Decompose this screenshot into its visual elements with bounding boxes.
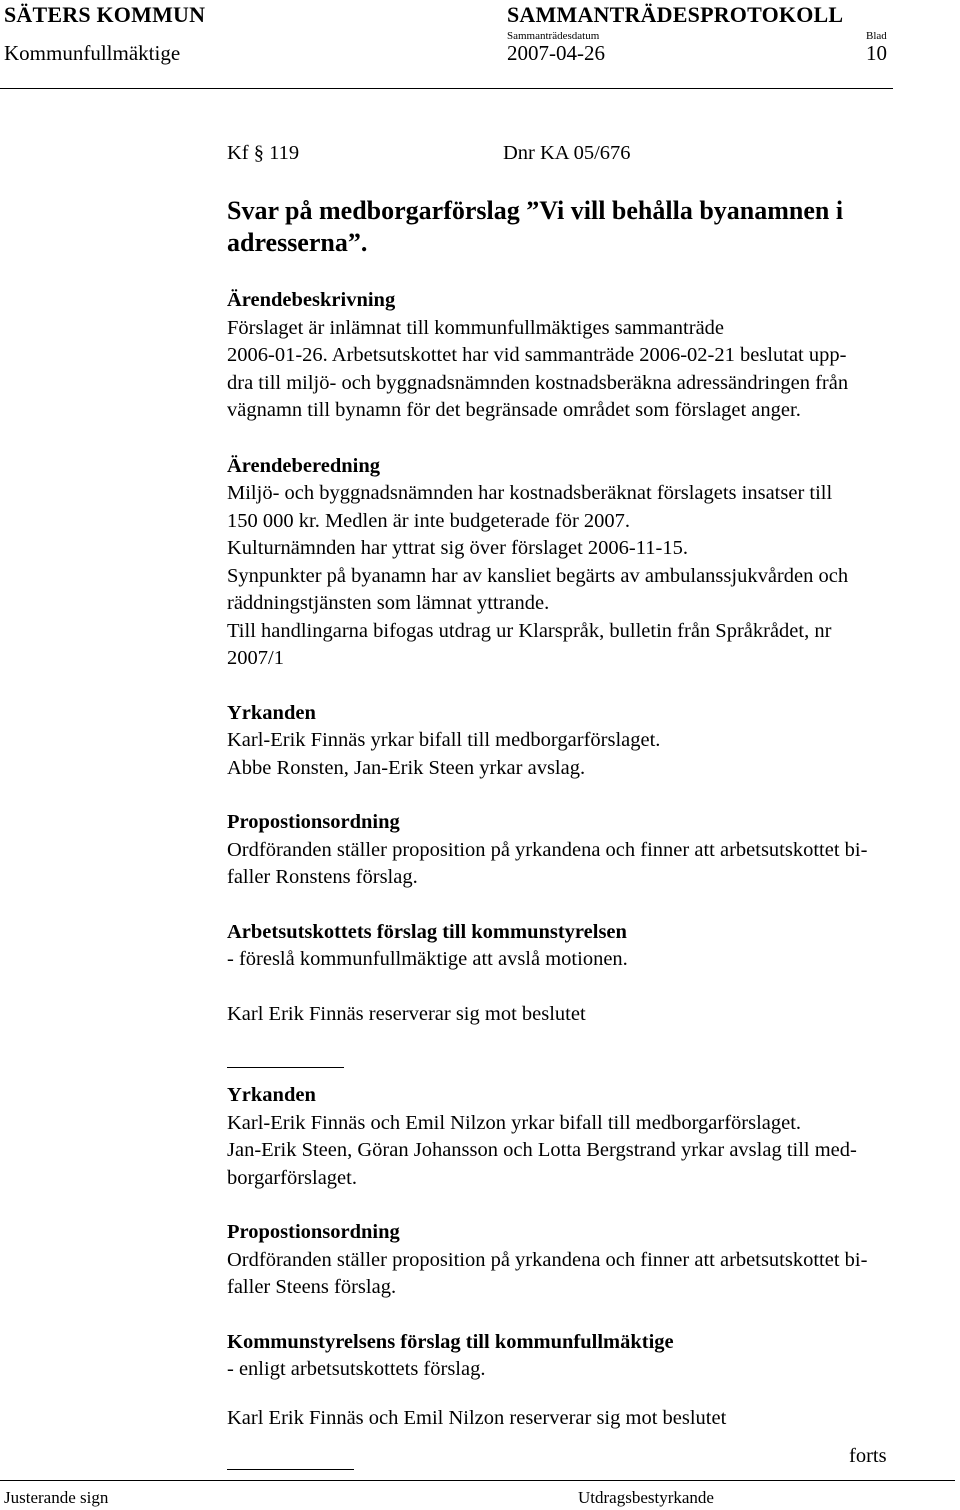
section-heading: Ärendeberedning bbox=[227, 454, 381, 477]
reservation-2: Karl Erik Finnäs och Emil Nilzon reserverar sig mot beslutet bbox=[227, 1406, 727, 1429]
section-arendeberedning: Ärendeberedning Miljö- och byggnadsnämnden har kostnadsberäknat förslagets insatser till 150 000 kr. Medlen är inte budgeterade för 2007. Kulturnämnden har yttrat sig över förslaget 2006-11-15. Synpunkter på byanamn har av kansliet begärts av ambulanssjukvården och räddningstjänsten som lämnat yttrande. Till handlingarna bifogas utdrag ur Klarspråk, bulletin från Språkrådet, nr 2007/1 bbox=[227, 453, 947, 673]
footer-justerande: Justerande sign bbox=[4, 1488, 109, 1507]
continued-marker: forts bbox=[849, 1445, 887, 1467]
header-rule bbox=[0, 88, 893, 89]
page-number: 10 bbox=[866, 41, 887, 65]
section-yrkanden-2: Yrkanden Karl-Erik Finnäs och Emil Nilzon yrkar bifall till medborgarförslaget. Jan-Erik Steen, Göran Johansson och Lotta Bergstrand yrkar avslag till med- borgarförslaget. bbox=[227, 1082, 947, 1192]
page-caption: Blad bbox=[866, 30, 887, 42]
case-number: Kf § 119 bbox=[227, 142, 300, 164]
date-caption: Sammanträdesdatum bbox=[507, 30, 600, 42]
section-au-forslag: Arbetsutskottets förslag till kommunstyrelsen - föreslå kommunfullmäktige att avslå motionen. bbox=[227, 919, 947, 974]
section-arendebeskrivning: Ärendebeskrivning Förslaget är inlämnat till kommunfullmäktiges sammanträde 2006-01-26. Arbetsutskottet har vid sammanträde 2006-02-21 beslutat upp- dra till miljö- och byggnadsnämnden kostnadsberäkna adressändringen från vägnamn till bynamn för det begränsade området som förslaget anger. bbox=[227, 287, 947, 425]
organization-name: SÄTERS KOMMUN bbox=[4, 2, 206, 27]
footer-utdragsbestyrkande: Utdragsbestyrkande bbox=[578, 1488, 714, 1507]
separator-rule bbox=[227, 1067, 344, 1068]
section-heading: Yrkanden bbox=[227, 1084, 316, 1106]
document-body bbox=[227, 140, 947, 1432]
section-propositionsordning-2: Propostionsordning Ordföranden ställer proposition på yrkandena och finner att arbetsutskottet bi- faller Steens förslag. bbox=[227, 1219, 947, 1302]
document-title: Svar på medborgarförslag ”Vi vill behålla byanamnen i adresserna”. bbox=[227, 196, 844, 257]
section-heading: Kommunstyrelsens förslag till kommunfullmäktige bbox=[227, 1330, 674, 1353]
section-heading: Propostionsordning bbox=[227, 811, 400, 833]
footer-rule bbox=[0, 1480, 955, 1481]
section-heading: Ärendebeskrivning bbox=[227, 289, 396, 311]
signature-rule bbox=[227, 1469, 354, 1470]
section-yrkanden-1: Yrkanden Karl-Erik Finnäs yrkar bifall till medborgarförslaget. Abbe Ronsten, Jan-Erik Steen yrkar avslag. bbox=[227, 700, 947, 783]
case-line bbox=[227, 140, 947, 168]
reservation-1: Karl Erik Finnäs reserverar sig mot beslutet bbox=[227, 1002, 586, 1025]
body-name: Kommunfullmäktige bbox=[4, 41, 181, 65]
section-heading: Propostionsordning bbox=[227, 1221, 400, 1243]
section-heading: Arbetsutskottets förslag till kommunstyrelsen bbox=[227, 920, 627, 943]
section-propositionsordning-1: Propostionsordning Ordföranden ställer proposition på yrkandena och finner att arbetsutskottet bi- faller Ronstens förslag. bbox=[227, 809, 947, 892]
case-dnr: Dnr KA 05/676 bbox=[503, 142, 631, 164]
section-heading: Yrkanden bbox=[227, 701, 316, 724]
document-type: SAMMANTRÄDESPROTOKOLL bbox=[507, 2, 844, 27]
meeting-date: 2007-04-26 bbox=[507, 41, 605, 65]
section-ks-forslag: Kommunstyrelsens förslag till kommunfullmäktige - enligt arbetsutskottets förslag. bbox=[227, 1329, 947, 1384]
